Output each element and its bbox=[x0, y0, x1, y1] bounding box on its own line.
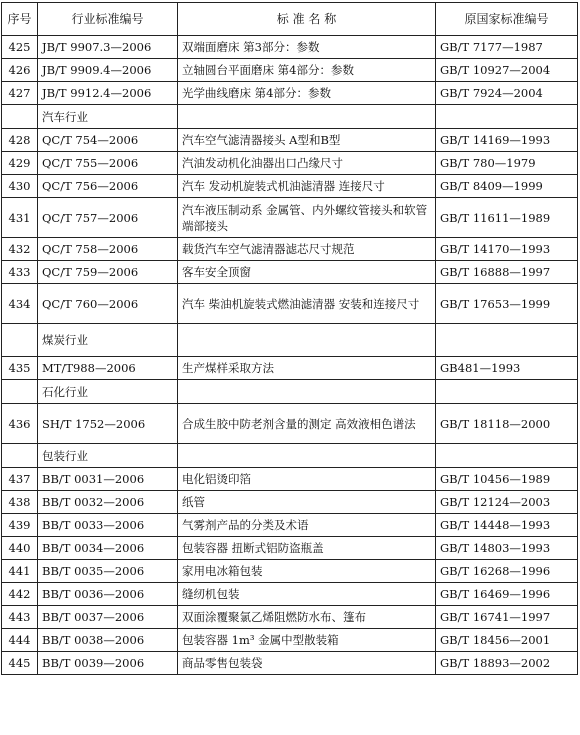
industry-standard-code: MT/T988—2006 bbox=[38, 357, 178, 380]
header-industry-code: 行业标准编号 bbox=[38, 3, 178, 36]
section-no-cell bbox=[2, 444, 38, 468]
section-empty-cell bbox=[178, 444, 436, 468]
industry-standard-code: BB/T 0036—2006 bbox=[38, 583, 178, 606]
section-row bbox=[2, 324, 578, 357]
section-no-cell bbox=[2, 105, 38, 129]
section-no-cell bbox=[2, 324, 38, 357]
original-national-code: GB/T 18118—2000 bbox=[436, 404, 578, 444]
standard-name: 缝纫机包装 bbox=[178, 583, 436, 606]
row-number: 434 bbox=[2, 284, 38, 324]
standard-name: 汽油发动机化油器出口凸缘尺寸 bbox=[178, 152, 436, 175]
table-row bbox=[2, 491, 578, 514]
original-national-code: GB/T 17653—1999 bbox=[436, 284, 578, 324]
industry-standard-code: BB/T 0035—2006 bbox=[38, 560, 178, 583]
row-number: 435 bbox=[2, 357, 38, 380]
table-row bbox=[2, 238, 578, 261]
table-row bbox=[2, 606, 578, 629]
standard-name: 气雾剂产品的分类及术语 bbox=[178, 514, 436, 537]
standard-name: 汽车空气滤清器接头 A型和B型 bbox=[178, 129, 436, 152]
row-number: 433 bbox=[2, 261, 38, 284]
original-national-code: GB481—1993 bbox=[436, 357, 578, 380]
standard-name: 汽车 柴油机旋装式燃油滤清器 安装和连接尺寸 bbox=[178, 284, 436, 324]
industry-standard-code: JB/T 9912.4—2006 bbox=[38, 82, 178, 105]
standard-name: 立轴圆台平面磨床 第4部分：参数 bbox=[178, 59, 436, 82]
document-page bbox=[0, 2, 578, 733]
standard-name: 双面涂覆聚氯乙烯阻燃防水布、篷布 bbox=[178, 606, 436, 629]
industry-standard-code: BB/T 0034—2006 bbox=[38, 537, 178, 560]
original-national-code: GB/T 18893—2002 bbox=[436, 652, 578, 675]
original-national-code: GB/T 780—1979 bbox=[436, 152, 578, 175]
original-national-code: GB/T 11611—1989 bbox=[436, 198, 578, 238]
industry-standard-code: QC/T 758—2006 bbox=[38, 238, 178, 261]
section-empty-cell bbox=[436, 380, 578, 404]
section-empty-cell bbox=[436, 324, 578, 357]
row-number: 426 bbox=[2, 59, 38, 82]
industry-standard-code: JB/T 9907.3—2006 bbox=[38, 36, 178, 59]
original-national-code: GB/T 10456—1989 bbox=[436, 468, 578, 491]
section-empty-cell bbox=[178, 105, 436, 129]
header-original-code: 原国家标准编号 bbox=[436, 3, 578, 36]
section-empty-cell bbox=[178, 380, 436, 404]
industry-standard-code: BB/T 0037—2006 bbox=[38, 606, 178, 629]
industry-standard-code: QC/T 756—2006 bbox=[38, 175, 178, 198]
row-number: 430 bbox=[2, 175, 38, 198]
industry-standard-code: JB/T 9909.4—2006 bbox=[38, 59, 178, 82]
section-label: 石化行业 bbox=[38, 380, 178, 404]
standard-name: 汽车液压制动系 金属管、内外螺纹管接头和软管端部接头 bbox=[178, 198, 436, 238]
section-empty-cell bbox=[178, 324, 436, 357]
section-row bbox=[2, 105, 578, 129]
table-row bbox=[2, 560, 578, 583]
standard-name: 客车安全顶窗 bbox=[178, 261, 436, 284]
table-row bbox=[2, 261, 578, 284]
row-number: 425 bbox=[2, 36, 38, 59]
table-row bbox=[2, 629, 578, 652]
table-row bbox=[2, 284, 578, 324]
row-number: 436 bbox=[2, 404, 38, 444]
industry-standard-code: QC/T 755—2006 bbox=[38, 152, 178, 175]
original-national-code: GB/T 12124—2003 bbox=[436, 491, 578, 514]
industry-standard-code: BB/T 0032—2006 bbox=[38, 491, 178, 514]
industry-standard-code: SH/T 1752—2006 bbox=[38, 404, 178, 444]
table-row bbox=[2, 198, 578, 238]
standard-name: 包装容器 1m³ 金属中型散装箱 bbox=[178, 629, 436, 652]
section-no-cell bbox=[2, 380, 38, 404]
original-national-code: GB/T 14170—1993 bbox=[436, 238, 578, 261]
original-national-code: GB/T 14448—1993 bbox=[436, 514, 578, 537]
standard-name: 合成生胶中防老剂含量的测定 高效液相色谱法 bbox=[178, 404, 436, 444]
section-row bbox=[2, 444, 578, 468]
section-label: 煤炭行业 bbox=[38, 324, 178, 357]
row-number: 432 bbox=[2, 238, 38, 261]
original-national-code: GB/T 7177—1987 bbox=[436, 36, 578, 59]
standards-table bbox=[1, 2, 578, 675]
original-national-code: GB/T 10927—2004 bbox=[436, 59, 578, 82]
original-national-code: GB/T 16741—1997 bbox=[436, 606, 578, 629]
row-number: 441 bbox=[2, 560, 38, 583]
table-body bbox=[2, 36, 578, 675]
header-no: 序号 bbox=[2, 3, 38, 36]
standard-name: 包装容器 扭断式铝防盗瓶盖 bbox=[178, 537, 436, 560]
table-row bbox=[2, 59, 578, 82]
row-number: 431 bbox=[2, 198, 38, 238]
original-national-code: GB/T 16888—1997 bbox=[436, 261, 578, 284]
industry-standard-code: BB/T 0038—2006 bbox=[38, 629, 178, 652]
section-empty-cell bbox=[436, 105, 578, 129]
table-row bbox=[2, 357, 578, 380]
standard-name: 双端面磨床 第3部分：参数 bbox=[178, 36, 436, 59]
row-number: 442 bbox=[2, 583, 38, 606]
table-row bbox=[2, 583, 578, 606]
table-row bbox=[2, 175, 578, 198]
row-number: 444 bbox=[2, 629, 38, 652]
industry-standard-code: BB/T 0033—2006 bbox=[38, 514, 178, 537]
original-national-code: GB/T 16469—1996 bbox=[436, 583, 578, 606]
table-row bbox=[2, 36, 578, 59]
original-national-code: GB/T 18456—2001 bbox=[436, 629, 578, 652]
section-empty-cell bbox=[436, 444, 578, 468]
row-number: 438 bbox=[2, 491, 38, 514]
original-national-code: GB/T 16268—1996 bbox=[436, 560, 578, 583]
table-row bbox=[2, 537, 578, 560]
standard-name: 家用电冰箱包装 bbox=[178, 560, 436, 583]
row-number: 427 bbox=[2, 82, 38, 105]
industry-standard-code: QC/T 760—2006 bbox=[38, 284, 178, 324]
industry-standard-code: QC/T 759—2006 bbox=[38, 261, 178, 284]
row-number: 428 bbox=[2, 129, 38, 152]
standard-name: 电化铝烫印箔 bbox=[178, 468, 436, 491]
table-row bbox=[2, 404, 578, 444]
row-number: 445 bbox=[2, 652, 38, 675]
table-row bbox=[2, 152, 578, 175]
section-label: 汽车行业 bbox=[38, 105, 178, 129]
table-row bbox=[2, 129, 578, 152]
row-number: 439 bbox=[2, 514, 38, 537]
industry-standard-code: BB/T 0039—2006 bbox=[38, 652, 178, 675]
industry-standard-code: QC/T 757—2006 bbox=[38, 198, 178, 238]
table-row bbox=[2, 82, 578, 105]
standard-name: 纸管 bbox=[178, 491, 436, 514]
original-national-code: GB/T 7924—2004 bbox=[436, 82, 578, 105]
table-row bbox=[2, 468, 578, 491]
section-row bbox=[2, 380, 578, 404]
standard-name: 光学曲线磨床 第4部分：参数 bbox=[178, 82, 436, 105]
original-national-code: GB/T 14169—1993 bbox=[436, 129, 578, 152]
table-row bbox=[2, 652, 578, 675]
table-header-row bbox=[2, 3, 578, 36]
section-label: 包装行业 bbox=[38, 444, 178, 468]
standard-name: 载货汽车空气滤清器滤芯尺寸规范 bbox=[178, 238, 436, 261]
industry-standard-code: QC/T 754—2006 bbox=[38, 129, 178, 152]
standard-name: 汽车 发动机旋装式机油滤清器 连接尺寸 bbox=[178, 175, 436, 198]
row-number: 443 bbox=[2, 606, 38, 629]
standard-name: 生产煤样采取方法 bbox=[178, 357, 436, 380]
row-number: 440 bbox=[2, 537, 38, 560]
industry-standard-code: BB/T 0031—2006 bbox=[38, 468, 178, 491]
original-national-code: GB/T 14803—1993 bbox=[436, 537, 578, 560]
header-standard-name: 标 准 名 称 bbox=[178, 3, 436, 36]
row-number: 437 bbox=[2, 468, 38, 491]
row-number: 429 bbox=[2, 152, 38, 175]
original-national-code: GB/T 8409—1999 bbox=[436, 175, 578, 198]
table-row bbox=[2, 514, 578, 537]
standard-name: 商品零售包装袋 bbox=[178, 652, 436, 675]
